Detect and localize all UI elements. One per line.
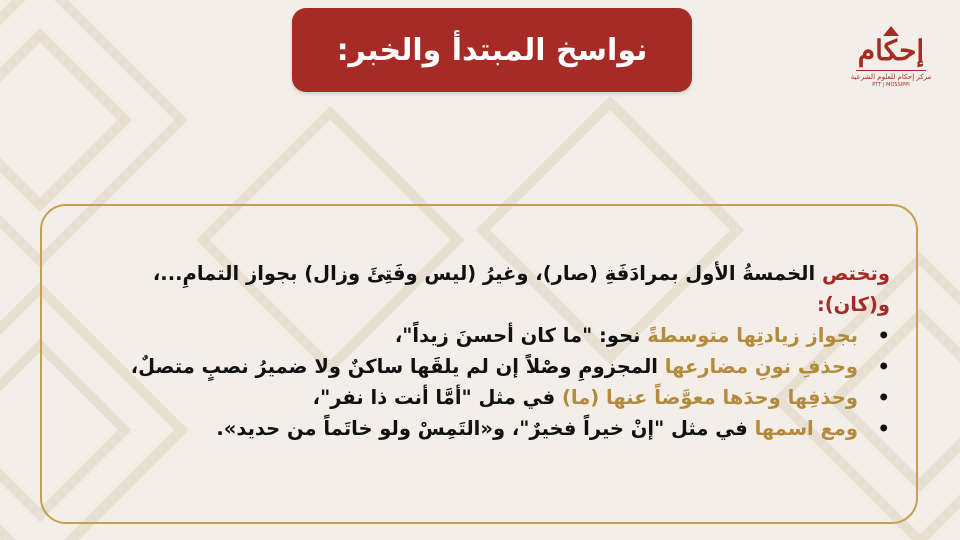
- point-highlight: بجواز زيادتِها متوسطةً: [647, 324, 858, 347]
- point-text: في مثل "أمَّا أنت ذا نفر"،: [312, 386, 556, 409]
- list-item: [70, 382, 868, 413]
- point-text: المجزومِ وصْلاً إن لم يلقَها ساكنٌ ولا ضميرُ نصبٍ متصلٌ،: [130, 355, 658, 378]
- content-body: [70, 258, 890, 444]
- intro-kan: و(كان):: [816, 293, 890, 316]
- intro-text: الخمسةُ الأول بمرادَفَةِ (صار)، وغيرُ (ليس وفَتِئَ وزال) بجواز التمامِ...،: [152, 262, 816, 285]
- point-highlight: ومع اسمها: [754, 417, 858, 440]
- intro-paragraph: [70, 258, 890, 320]
- point-highlight: وحذفِ نونِ مضارعها: [664, 355, 858, 378]
- logo-divider: [856, 70, 926, 71]
- list-item: [70, 413, 868, 444]
- points-list: [70, 320, 890, 444]
- point-highlight: وحذفِها وحدَها معوَّضاً عنها (ما): [561, 386, 858, 409]
- page-title: نواسخ المبتدأ والخبر:: [336, 32, 648, 68]
- logo-subtitle: مركز إحكام للعلوم الشرعية: [850, 73, 932, 81]
- intro-keyword: وتختص: [821, 262, 890, 285]
- logo-tagline: PTT | MOSSIPPI: [872, 82, 910, 88]
- list-item: [70, 320, 868, 351]
- logo-mark: إحكام: [857, 34, 925, 67]
- point-text: في مثل "إنْ خيراً فخيرٌ"، و«التَمِسْ ولو خاتَماً من حديد».: [216, 417, 748, 440]
- list-item: [70, 351, 868, 382]
- title-banner: [292, 8, 692, 92]
- point-text: نحو: "ما كان أحسنَ زيداً"،: [394, 324, 641, 347]
- logo: [848, 26, 934, 96]
